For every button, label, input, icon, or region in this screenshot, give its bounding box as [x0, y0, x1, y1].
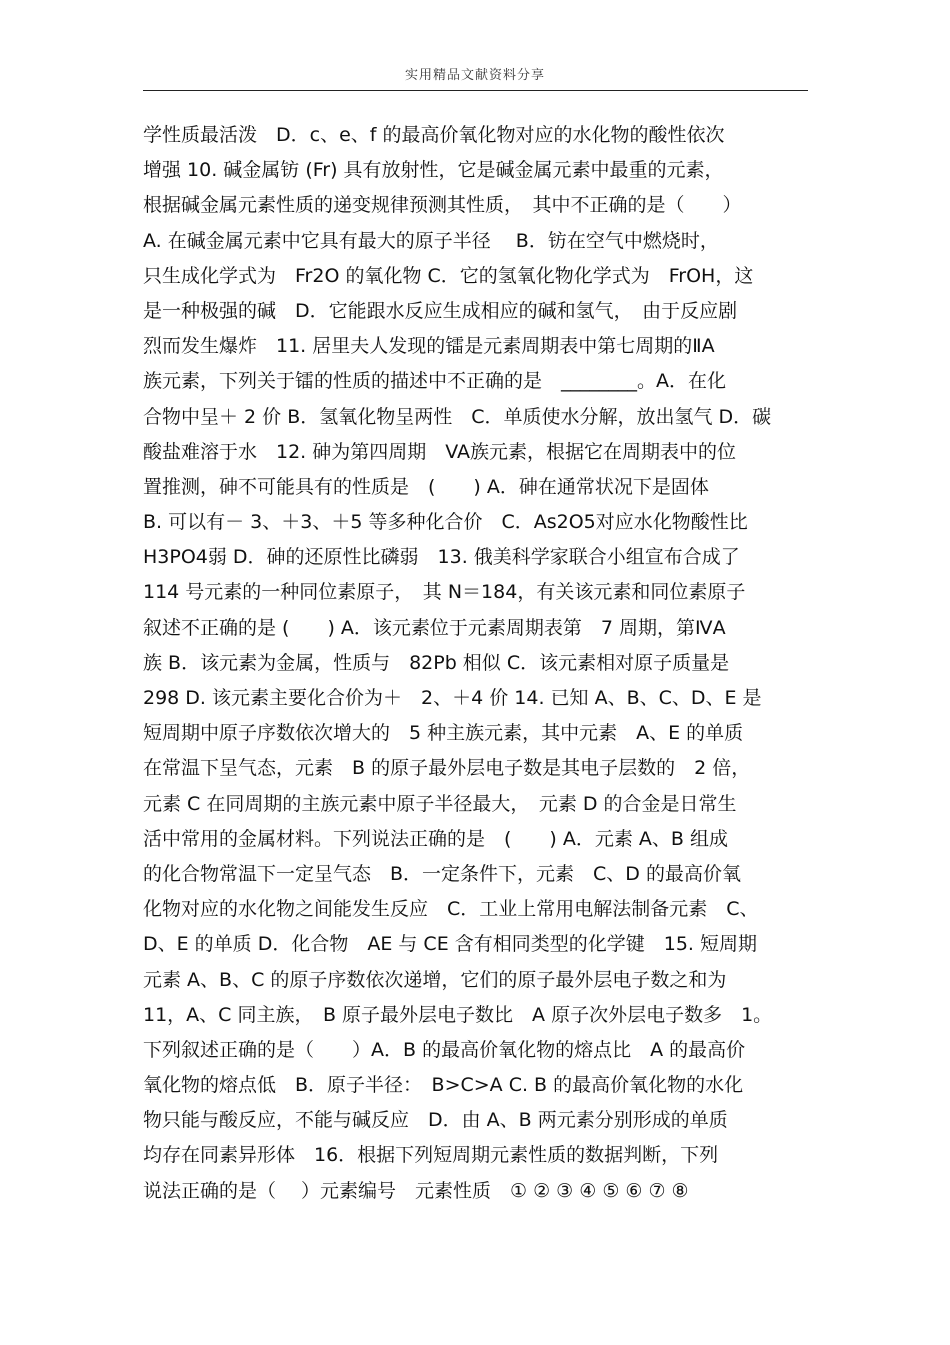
text-line: 根据碱金属元素性质的递变规律预测其性质， 其中不正确的是（ ）	[143, 194, 742, 217]
text-line: 置推测，砷不可能具有的性质是 ( ) A．砷在通常状况下是固体	[143, 475, 709, 498]
text-line: 298 D. 该元素主要化合价为＋ 2、＋4 价 14. 已知 A、B、C、D、E 是	[143, 687, 762, 709]
text-line: 114 号元素的一种同位素原子， 其 N＝184，有关该元素和同位素原子	[143, 581, 746, 604]
text-line: 烈而发生爆炸 11. 居里夫人发现的镭是元素周期表中第七周期的ⅡA	[143, 335, 715, 358]
header-divider	[143, 90, 808, 91]
text-line: 是一种极强的碱 D．它能跟水反应生成相应的碱和氢气， 由于反应剧	[143, 299, 738, 322]
text-line: A. 在碱金属元素中它具有最大的原子半径 B．钫在空气中燃烧时，	[143, 229, 719, 252]
page-header: 实用精品文献资料分享	[404, 68, 545, 83]
text-line: 说法正确的是（ ）元素编号 元素性质 ① ② ③ ④ ⑤ ⑥ ⑦ ⑧	[143, 1179, 689, 1202]
text-line: 的化合物常温下一定呈气态 B．一定条件下，元素 C、D 的最高价氧	[143, 862, 741, 885]
text-line: 下列叙述正确的是（ ）A．B 的最高价氧化物的熔点比 A 的最高价	[143, 1038, 746, 1061]
text-line: 物只能与酸反应，不能与碱反应 D．由 A、B 两元素分别形成的单质	[143, 1109, 728, 1132]
text-line: B. 可以有－ 3、＋3、＋5 等多种化合价 C．As2O5对应水化物酸性比	[143, 511, 748, 534]
document-body	[143, 118, 811, 1209]
text-line: 增强 10. 碱金属钫 (Fr) 具有放射性，它是碱金属元素中最重的元素，	[143, 159, 724, 182]
text-line: 族 B．该元素为金属，性质与 82Pb 相似 C．该元素相对原子质量是	[143, 651, 730, 674]
text-line: 活中常用的金属材料。下列说法正确的是 ( ) A．元素 A、B 组成	[143, 827, 728, 850]
text-line: 氧化物的熔点低 B．原子半径： B>C>A C. B 的最高价氧化物的水化	[143, 1074, 744, 1097]
text-line: 元素 A、B、C 的原子序数依次递增，它们的原子最外层电子数之和为	[143, 968, 727, 991]
text-line: 元素 C 在同周期的主族元素中原子半径最大， 元素 D 的合金是日常生	[143, 792, 737, 815]
text-line: 酸盐难溶于水 12. 砷为第四周期 VA族元素，根据它在周期表中的位	[143, 440, 737, 463]
text-line: 化物对应的水化物之间能发生反应 C．工业上常用电解法制备元素 C、	[143, 898, 759, 921]
text-line: H3PO4弱 D．砷的还原性比磷弱 13. 俄美科学家联合小组宣布合成了	[143, 546, 740, 569]
text-line: 均存在同素异形体 16．根据下列短周期元素性质的数据判断，下列	[143, 1144, 719, 1167]
text-line: 短周期中原子序数依次增大的 5 种主族元素，其中元素 A、E 的单质	[143, 722, 744, 745]
text-line: 11，A、C 同主族， B 原子最外层电子数比 A 原子次外层电子数多 1。	[143, 1003, 773, 1026]
text-line: 叙述不正确的是 ( ) A．该元素位于元素周期表第 7 周期，第ⅣA	[143, 616, 726, 639]
text-line: 合物中呈＋ 2 价 B．氢氧化物呈两性 C．单质使水分解，放出氢气 D．碳	[143, 405, 772, 428]
text-line: 族元素，下列关于镭的性质的描述中不正确的是 ________。A．在化	[143, 370, 726, 393]
text-line: 在常温下呈气态，元素 B 的原子最外层电子数是其电子层数的 2 倍，	[143, 757, 751, 780]
text-line: 学性质最活泼 D．c、e、f 的最高价氧化物对应的水化物的酸性依次	[143, 124, 725, 146]
text-line: 只生成化学式为 Fr2O 的氧化物 C．它的氢氧化物化学式为 FrOH，这	[143, 264, 754, 287]
text-line: D、E 的单质 D．化合物 AE 与 CE 含有相同类型的化学键 15. 短周期	[143, 933, 757, 956]
